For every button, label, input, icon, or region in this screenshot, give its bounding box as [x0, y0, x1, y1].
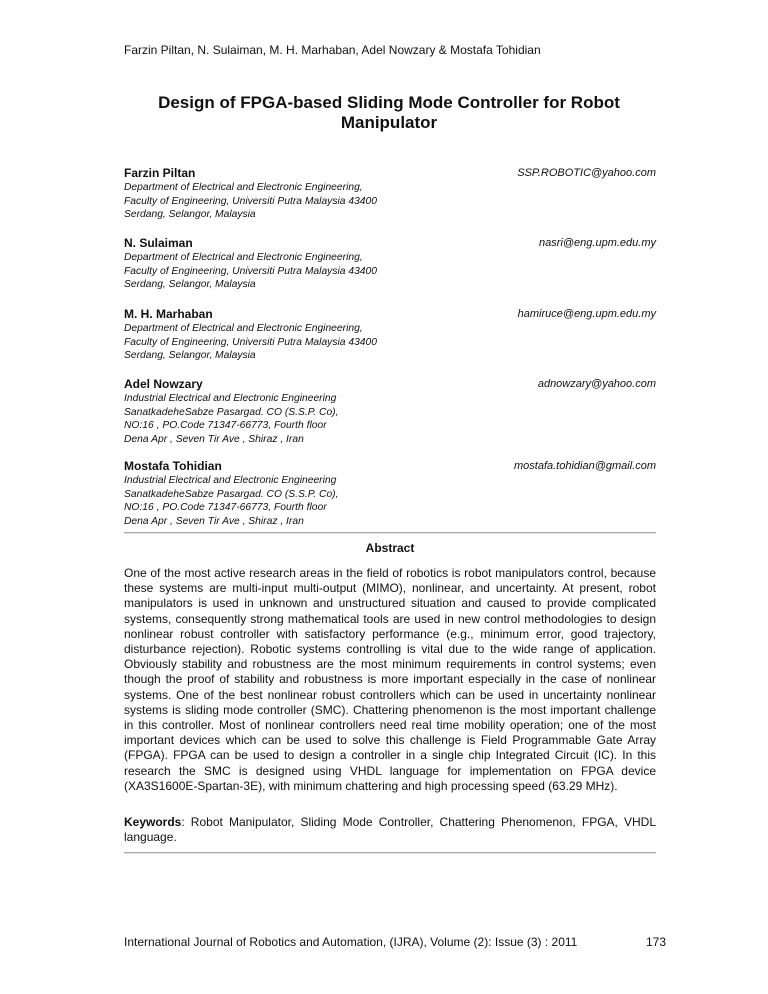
author-affiliation-line: Industrial Electrical and Electronic Engineering: [124, 393, 337, 404]
author-affiliation-line: SanatkadeheSabze Pasargad. CO (S.S.P. Co),: [124, 488, 339, 500]
author-affiliation-line: Dena Apr , Seven Tir Ave , Shiraz , Iran: [124, 433, 304, 445]
author-block: [124, 459, 656, 528]
page-number: 173: [645, 935, 666, 949]
author-affiliation-line: Department of Electrical and Electronic Engineering,: [124, 252, 363, 263]
author-email: hamiruce@eng.upm.edu.my: [517, 308, 656, 320]
divider-rule: [124, 532, 656, 534]
author-name: N. Sulaiman: [124, 236, 193, 250]
author-name: Adel Nowzary: [124, 377, 203, 391]
author-email: SSP.ROBOTIC@yahoo.com: [517, 167, 656, 179]
divider-rule: [124, 852, 656, 854]
author-affiliation-line: Department of Electrical and Electronic Engineering,: [124, 182, 363, 193]
abstract-body: One of the most active research areas in the field of robotics is robot manipulators control, because these systems are multi-input multi-output (MIMO), nonlinear, and uncertainty. At present, robot manipulators is used in unknown and unstructured situation and caused to provide complicated systems, consequently strong mathematical tools are used in new control methodologies to design nonlinear robust controller with satisfactory performance (e.g., minimum error, good trajectory, disturbance rejection). Robotic systems controlling is vital due to the wide range of application. Obviously stability and robustness are the most minimum requirements in control systems; even though the proof of stability and robustness is more important especially in the case of nonlinear systems. One of the best nonlinear robust controllers which can be used in uncertainty nonlinear systems is sliding mode controller (SMC). Chattering phenomenon is the most important challenge in this controller. Most of nonlinear controllers need real time mobility operation; one of the most important devices which can be used to solve this challenge is Field Programmable Gate Array (FPGA). FPGA can be used to design a controller in a single chip Integrated Circuit (IC). In this research the SMC is designed using VHDL language for implementation on FPGA device (XA3S1600E-Spartan-3E), with minimum chattering and high processing speed (63.29 MHz).: [124, 566, 656, 793]
abstract-heading: Abstract: [365, 541, 415, 555]
journal-citation: International Journal of Robotics and Automation, (IJRA), Volume (2): Issue (3) : 2011: [124, 935, 578, 949]
author-affiliation-line: SanatkadeheSabze Pasargad. CO (S.S.P. Co),: [124, 406, 339, 418]
running-head: Farzin Piltan, N. Sulaiman, M. H. Marhaban, Adel Nowzary & Mostafa Tohidian: [124, 43, 541, 57]
author-affiliation-line: Dena Apr , Seven Tir Ave , Shiraz , Iran: [124, 515, 304, 527]
author-block: [124, 166, 656, 222]
author-affiliation-line: Industrial Electrical and Electronic Engineering: [124, 475, 337, 486]
author-email: adnowzary@yahoo.com: [537, 378, 656, 390]
author-affiliation-line: Serdang, Selangor, Malaysia: [124, 209, 256, 221]
keywords-label: Keywords: [124, 815, 182, 829]
author-affiliation-line: NO:16 , PO.Code 71347-66773, Fourth floor: [124, 502, 327, 514]
author-name: Farzin Piltan: [124, 166, 196, 180]
author-block: [124, 307, 656, 363]
author-block: [124, 236, 656, 292]
author-affiliation-line: Department of Electrical and Electronic Engineering,: [124, 323, 363, 334]
author-name: Mostafa Tohidian: [124, 459, 222, 473]
author-affiliation-line: Serdang, Selangor, Malaysia: [124, 279, 256, 291]
author-block: [124, 377, 656, 446]
author-name: M. H. Marhaban: [124, 307, 213, 321]
author-email: nasri@eng.upm.edu.my: [539, 237, 656, 249]
paper-title: Design of FPGA-based Sliding Mode Controller for Robot Manipulator: [158, 93, 620, 132]
keywords: [124, 815, 656, 845]
author-affiliation-line: Serdang, Selangor, Malaysia: [124, 350, 256, 362]
author-affiliation-line: NO:16 , PO.Code 71347-66773, Fourth floor: [124, 420, 327, 432]
author-affiliation-line: Faculty of Engineering, Universiti Putra Malaysia 43400: [124, 195, 377, 207]
keywords-text: : Robot Manipulator, Sliding Mode Controller, Chattering Phenomenon, FPGA, VHDL language.: [124, 815, 656, 845]
author-email: mostafa.tohidian@gmail.com: [513, 460, 656, 472]
author-affiliation-line: Faculty of Engineering, Universiti Putra Malaysia 43400: [124, 336, 377, 348]
author-affiliation-line: Faculty of Engineering, Universiti Putra Malaysia 43400: [124, 265, 377, 277]
